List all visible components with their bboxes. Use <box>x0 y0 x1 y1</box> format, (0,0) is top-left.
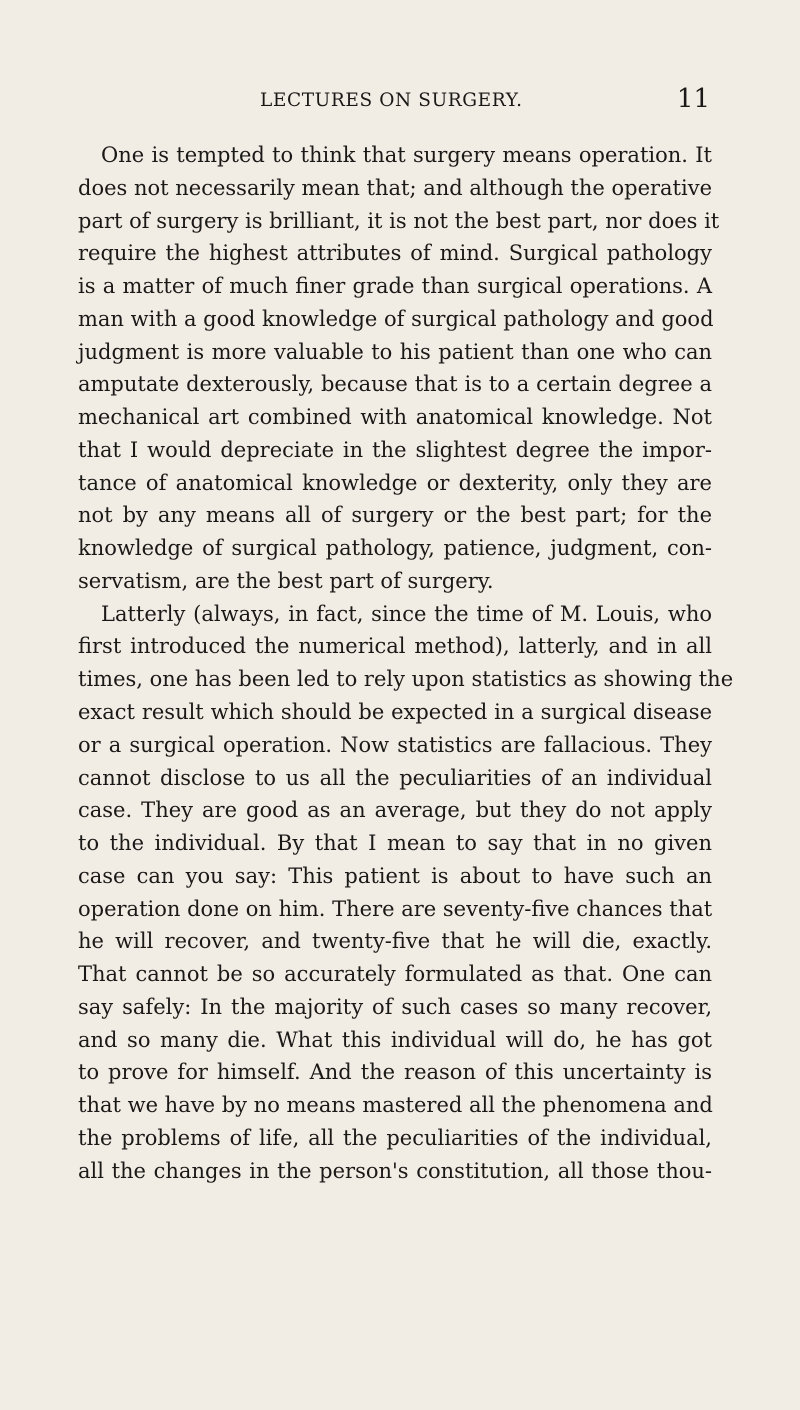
text-line: he will recover, and twenty-five that he will die, exactly. <box>78 929 712 954</box>
text-line: servatism, are the best part of surgery. <box>78 568 494 593</box>
page-number: 11 <box>676 84 710 114</box>
text-line: operation done on him. There are seventy-five chances that <box>78 896 713 921</box>
text-line: man with a good knowledge of surgical pathology and good <box>78 306 714 331</box>
body-text <box>78 139 734 1188</box>
text-line: the problems of life, all the peculiarities of the individual, <box>78 1125 712 1150</box>
text-line: cannot disclose to us all the peculiarities of an individual <box>78 765 712 790</box>
text-line: and so many die. What this individual will do, he has got <box>78 1027 712 1052</box>
text-line: does not necessarily mean that; and although the operative <box>78 175 712 200</box>
text-line: tance of anatomical knowledge or dexterity, only they are <box>78 470 712 495</box>
text-line: is a matter of much finer grade than surgical operations. A <box>78 274 712 299</box>
text-line: or a surgical operation. Now statistics are fallacious. They <box>78 732 712 757</box>
running-header <box>78 86 710 120</box>
text-line: case can you say: This patient is about to have such an <box>78 863 712 888</box>
running-title: LECTURES ON SURGERY. <box>260 90 523 111</box>
text-line: knowledge of surgical pathology, patience, judgment, con- <box>78 536 712 561</box>
text-line: that I would depreciate in the slightest degree the impor- <box>78 437 712 462</box>
text-line: exact result which should be expected in a surgical disease <box>78 700 712 725</box>
text-line: That cannot be so accurately formulated as that. One can <box>78 962 712 987</box>
text-line: case. They are good as an average, but they do not apply <box>78 798 712 823</box>
text-line: to the individual. By that I mean to say that in no given <box>78 831 712 856</box>
text-line: to prove for himself. And the reason of this uncertainty is <box>78 1060 712 1085</box>
text-line: require the highest attributes of mind. Surgical pathology <box>78 241 712 266</box>
text-line: mechanical art combined with anatomical knowledge. Not <box>78 405 712 430</box>
text-line: One is tempted to think that surgery means operation. It <box>101 143 712 167</box>
text-line: times, one has been led to rely upon statistics as showing the <box>78 667 734 692</box>
text-line: judgment is more valuable to his patient than one who can <box>78 339 712 364</box>
text-line: part of surgery is brilliant, it is not the best part, nor does it <box>78 208 720 233</box>
text-line: all the changes in the person's constitution, all those thou- <box>78 1158 712 1183</box>
text-line: amputate dexterously, because that is to a certain degree a <box>78 372 712 397</box>
text-line: first introduced the numerical method), latterly, and in all <box>78 634 712 659</box>
text-line: that we have by no means mastered all the phenomena and <box>78 1093 713 1118</box>
text-line: say safely: In the majority of such cases so many recover, <box>78 994 712 1019</box>
text-line: not by any means all of surgery or the best part; for the <box>78 503 712 528</box>
text-line: Latterly (always, in fact, since the time of M. Louis, who <box>101 601 712 626</box>
